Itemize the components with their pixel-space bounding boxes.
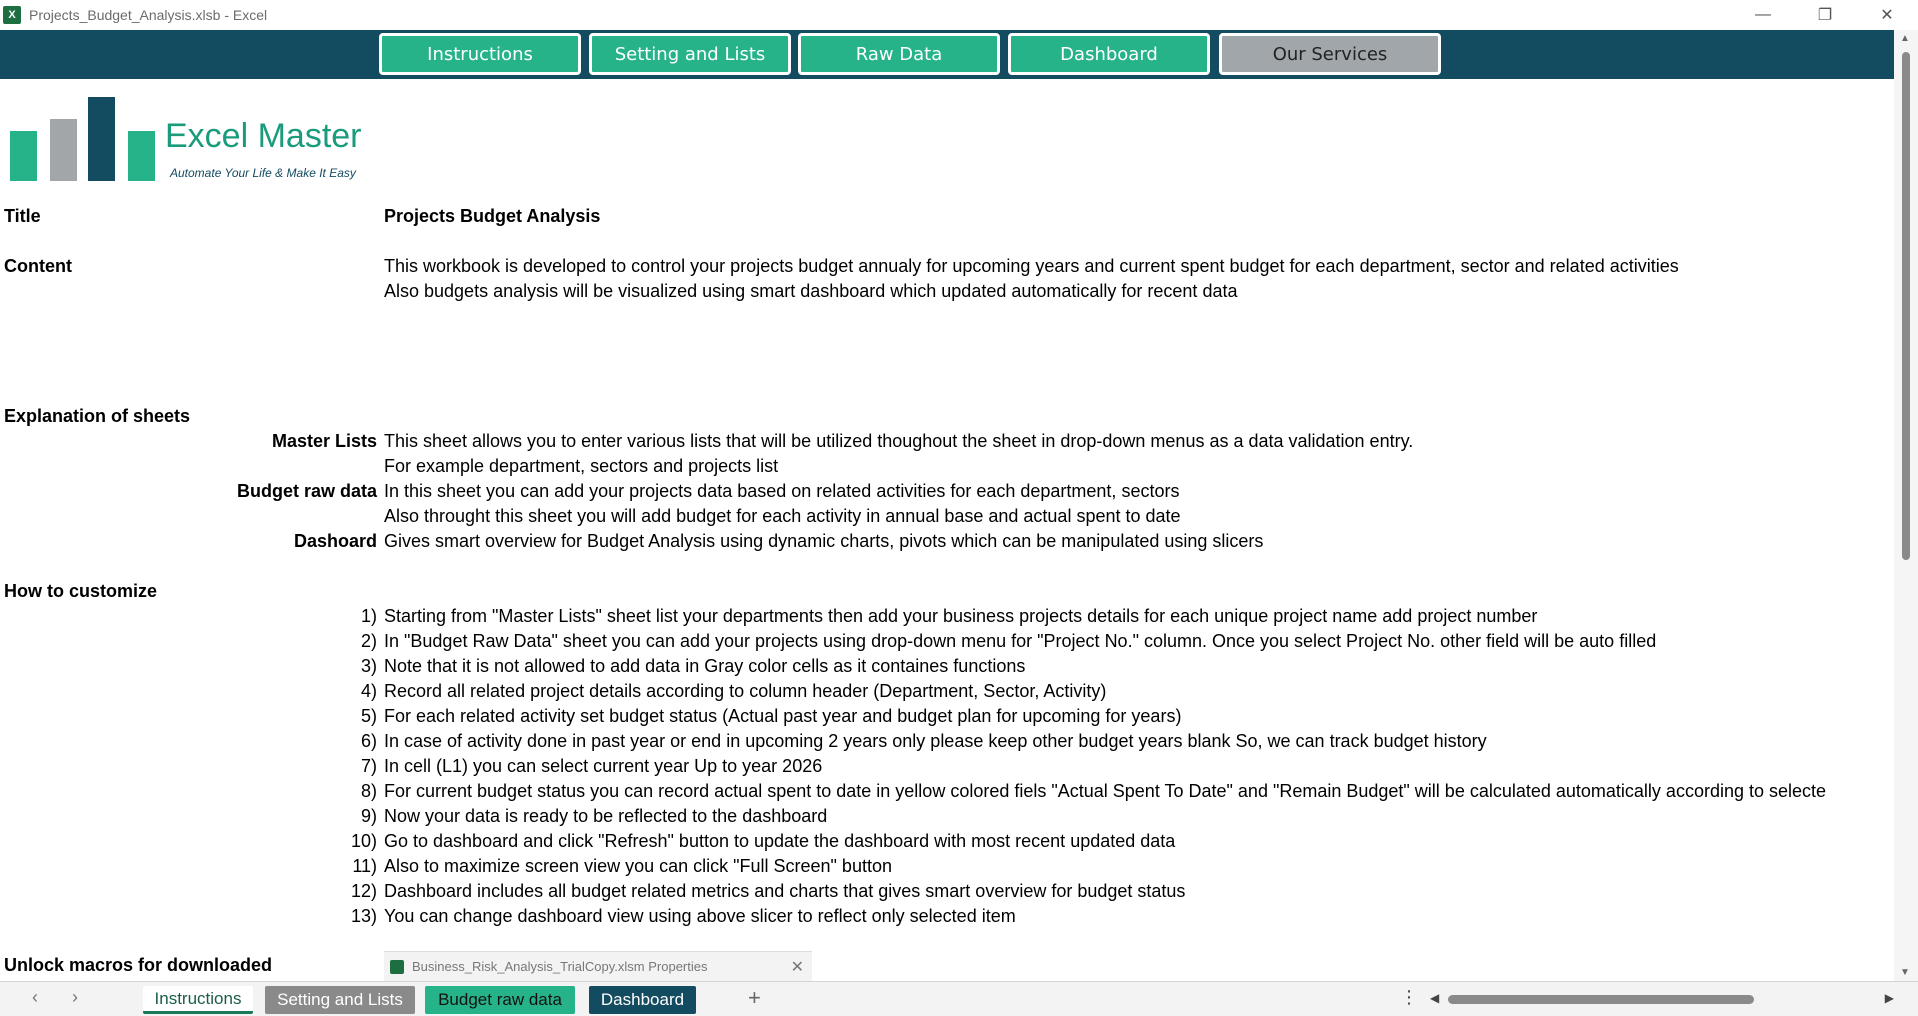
excel-master-logo — [10, 87, 380, 181]
step-number: 3) — [360, 656, 377, 676]
nav-ribbon — [0, 30, 1894, 79]
tab-dashboard[interactable]: Dashboard — [589, 986, 696, 1014]
sheet-name-master-lists: Master Lists — [271, 431, 377, 451]
step-number: 11) — [352, 856, 377, 876]
step-number: 4) — [360, 681, 377, 701]
horizontal-scrollbar[interactable] — [1428, 992, 1894, 1006]
step-text: For each related activity set budget status (Actual past year and budget plan for upcoming for years) — [384, 706, 1182, 726]
step-text: Also to maximize screen view you can click "Full Screen" button — [384, 856, 892, 876]
tab-setting-and-lists[interactable]: Setting and Lists — [265, 986, 415, 1014]
nav-raw-data-button[interactable]: Raw Data — [798, 33, 1000, 75]
nav-settings-button[interactable]: Setting and Lists — [589, 33, 791, 75]
restore-button[interactable]: ❐ — [1817, 7, 1833, 24]
horizontal-scroll-thumb[interactable] — [1448, 995, 1754, 1004]
vertical-scrollbar[interactable] — [1894, 30, 1918, 981]
scroll-down-icon[interactable]: ▼ — [1900, 967, 1910, 978]
excel-file-icon — [390, 960, 404, 974]
properties-hint-text: Business_Risk_Analysis_TrialCopy.xlsm Properties — [412, 959, 708, 974]
content-label: Content — [4, 256, 72, 276]
step-number: 13) — [350, 906, 377, 926]
step-number: 6) — [360, 731, 377, 751]
explanation-label: Explanation of sheets — [4, 406, 191, 426]
sheet-name-budget-raw-data: Budget raw data — [236, 481, 377, 501]
tab-prev-icon[interactable]: ‹ — [32, 987, 38, 1007]
step-text: Starting from "Master Lists" sheet list your departments then add your business projects details for each unique project name add project number — [384, 606, 1538, 626]
step-text: Go to dashboard and click "Refresh" button to update the dashboard with most recent updated data — [384, 831, 1176, 851]
step-text: In cell (L1) you can select current year Up to year 2026 — [384, 756, 823, 776]
sheet-tab-bar — [0, 981, 1918, 1016]
step-number: 8) — [360, 781, 377, 801]
step-text: Note that it is not allowed to add data in Gray color cells as it containes functions — [384, 656, 1026, 676]
step-text: In case of activity done in past year or end in upcoming 2 years only please keep other budget years blank So, we can track budget history — [384, 731, 1487, 751]
logo-tagline: Automate Your Life & Make It Easy — [170, 166, 356, 180]
scroll-up-icon[interactable]: ▲ — [1900, 33, 1910, 44]
scroll-right-icon[interactable]: ▶ — [1884, 991, 1894, 1005]
step-text: You can change dashboard view using above slicer to reflect only selected item — [384, 906, 1016, 926]
scroll-left-icon[interactable]: ◀ — [1430, 991, 1440, 1005]
logo-bar-icon — [88, 97, 115, 181]
logo-name: Excel Master — [165, 117, 362, 155]
step-number: 7) — [360, 756, 377, 776]
step-text: Record all related project details according to column header (Department, Sector, Activity) — [384, 681, 1107, 701]
vertical-scroll-thumb[interactable] — [1902, 52, 1910, 560]
tab-next-icon[interactable]: › — [72, 987, 78, 1007]
step-number: 1) — [360, 606, 377, 626]
step-number: 9) — [360, 806, 377, 826]
tab-budget-raw-data[interactable]: Budget raw data — [425, 986, 575, 1014]
sheet-desc: This sheet allows you to enter various lists that will be utilized thoughout the sheet in drop-down menus as a data validation entry. — [384, 431, 1414, 451]
window-titlebar — [0, 0, 1918, 30]
minimize-button[interactable]: — — [1755, 6, 1771, 23]
sheet-desc: Also throught this sheet you will add budget for each activity in annual base and actual spent to date — [384, 506, 1181, 526]
logo-bar-icon — [50, 119, 77, 181]
step-text: For current budget status you can record actual spent to date in yellow colored fiels "Actual Spent To Date" and "Remain Budget" will be calculated automatically according to selecte — [384, 781, 1827, 801]
nav-instructions-button[interactable]: Instructions — [379, 33, 581, 75]
sheet-name-dashboard: Dashoard — [293, 531, 377, 551]
sheet-desc: In this sheet you can add your projects data based on related activities for each department, sectors — [384, 481, 1180, 501]
content-line: Also budgets analysis will be visualized using smart dashboard which updated automatically for recent data — [384, 281, 1238, 301]
close-icon[interactable]: ✕ — [790, 958, 804, 976]
more-options-icon[interactable]: ⋮ — [1400, 987, 1418, 1007]
tab-instructions[interactable]: Instructions — [143, 986, 253, 1014]
customize-label: How to customize — [4, 581, 158, 601]
nav-services-button[interactable]: Our Services — [1219, 33, 1441, 75]
excel-app-icon: X — [3, 6, 21, 24]
unlock-macros-label: Unlock macros for downloaded — [4, 955, 273, 975]
add-sheet-button[interactable]: + — [748, 985, 761, 1010]
properties-hint — [384, 951, 812, 981]
step-text: In "Budget Raw Data" sheet you can add your projects using drop-down menu for "Project No." column. Once you select Project No. other field will be auto filled — [384, 631, 1657, 651]
nav-dashboard-button[interactable]: Dashboard — [1008, 33, 1210, 75]
step-number: 2) — [360, 631, 377, 651]
window-controls — [1732, 0, 1918, 30]
sheet-desc: For example department, sectors and projects list — [384, 456, 779, 476]
logo-bar-icon — [10, 131, 37, 181]
step-number: 5) — [360, 706, 377, 726]
instructions-sheet — [0, 79, 1894, 981]
step-text: Now your data is ready to be reflected to the dashboard — [384, 806, 828, 826]
window-title: Projects_Budget_Analysis.xlsb - Excel — [29, 7, 268, 23]
content-line: This workbook is developed to control your projects budget annualy for upcoming years and current spent budget for each department, sector and related activities — [384, 256, 1679, 276]
close-window-button[interactable]: ✕ — [1880, 7, 1894, 24]
step-text: Dashboard includes all budget related metrics and charts that gives smart overview for budget status — [384, 881, 1186, 901]
logo-bar-icon — [128, 131, 155, 181]
step-number: 12) — [350, 881, 377, 901]
title-value: Projects Budget Analysis — [384, 206, 601, 226]
title-label: Title — [4, 206, 41, 226]
step-number: 10) — [350, 831, 377, 851]
sheet-desc: Gives smart overview for Budget Analysis using dynamic charts, pivots which can be manipulated using slicers — [384, 531, 1264, 551]
